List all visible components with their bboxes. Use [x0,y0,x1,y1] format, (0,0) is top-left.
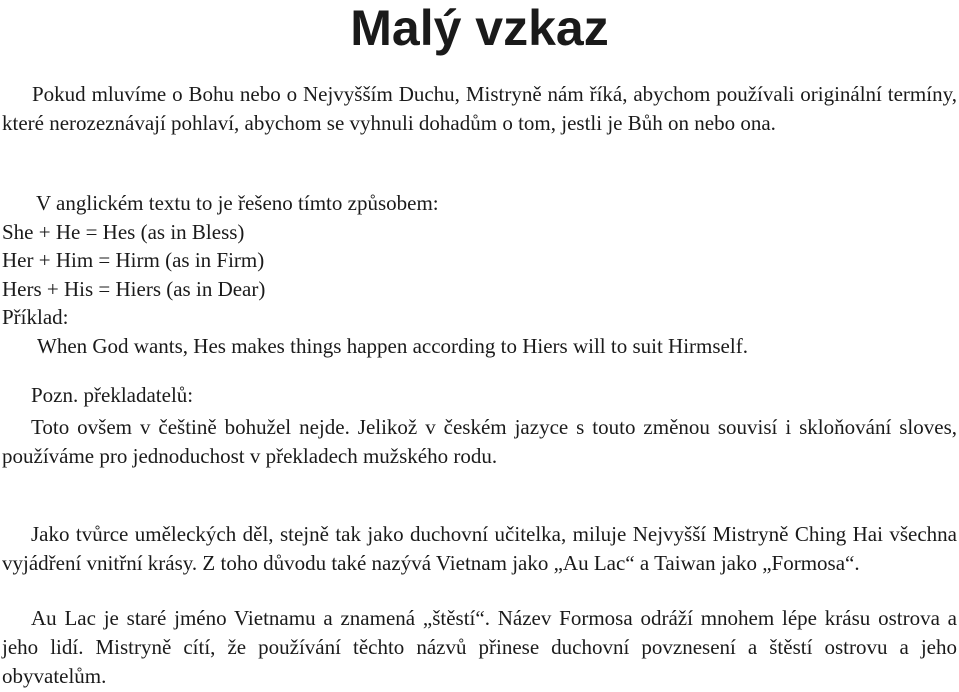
closing-paragraph-1: Jako tvůrce uměleckých děl, stejně tak jako duchovní učitelka, miluje Nejvyšší Mistryně Ching Hai všechna vyjádření vnitřní krásy. Z toho důvodu také nazývá Vietnam jako „Au Lac“ a Taiwan jako „Formosa“. [2,522,957,575]
example-label: Příklad: [2,305,69,329]
rule-item: Hers + His = Hiers (as in Dear) [2,277,266,301]
page-title: Malý vzkaz [350,0,609,56]
rule-item: Her + Him = Hirm (as in Firm) [2,248,265,272]
english-rules-heading: V anglickém textu to je řešeno tímto způsobem: [36,191,439,215]
closing-paragraph-2: Au Lac je staré jméno Vietnamu a znamená „štěstí“. Název Formosa odráží mnohem lépe krásu ostrova a jeho lidí. Mistryně cítí, že používání těchto názvů přinese duchovní povznesení a štěstí ostrovu a jeho obyvatelům. [2,606,957,688]
intro-paragraph: Pokud mluvíme o Bohu nebo o Nejvyšším Duchu, Mistryně nám říká, abychom používali originální termíny, které nerozeznávají pohlaví, abychom se vyhnuli dohadům o tom, jestli je Bůh on nebo ona. [2,82,957,135]
translator-note-label: Pozn. překladatelů: [31,383,194,407]
translator-note-paragraph: Toto ovšem v češtině bohužel nejde. Jelikož v českém jazyce s touto změnou souvisí i skloňování sloves, používáme pro jednoduchost v překladech mužského rodu. [2,415,957,468]
rule-item: She + He = Hes (as in Bless) [2,220,245,244]
example-text: When God wants, Hes makes things happen according to Hiers will to suit Hirmself. [37,334,748,358]
